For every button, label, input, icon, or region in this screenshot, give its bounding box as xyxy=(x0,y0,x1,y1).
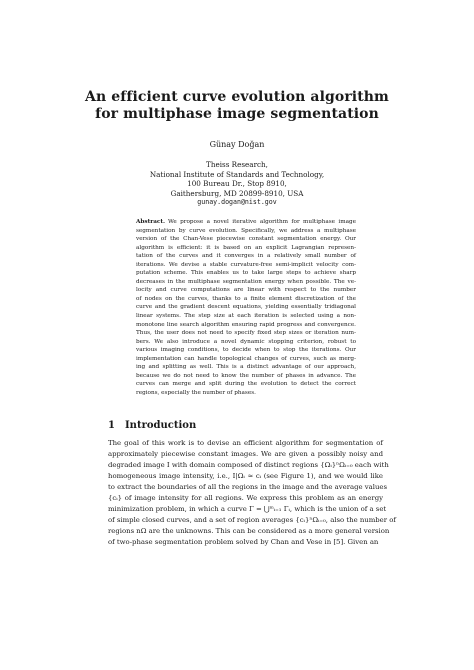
affiliation-line: Gaithersburg, MD 20899-8910, USA xyxy=(170,188,304,198)
body-line: {cᵢ} of image intensity for all regions. We express this problem as an energy xyxy=(108,494,383,503)
abstract-label: Abstract. xyxy=(136,219,165,225)
abstract-line: tation of the curves and it converges in a relatively small number of xyxy=(136,253,356,260)
abstract-line: of nodes on the curves, thanks to a finite element discretization of the xyxy=(136,295,356,302)
abstract-line: implementation can handle topological changes of curves, such as merg- xyxy=(136,355,356,362)
body-line: The goal of this work is to devise an efficient algorithm for segmentation of xyxy=(108,439,383,447)
abstract-line: Thus, the user does not need to specify fixed step sizes or iteration num- xyxy=(136,330,356,337)
abstract-line: decreases in the multiphase segmentation energy when possible. The ve- xyxy=(136,278,356,285)
abstract-line: ing and splitting as well. This is a distinct advantage of our approach, xyxy=(136,364,356,371)
abstract-line: algorithm is efficient: it is based on an explicit Lagrangian represen- xyxy=(136,244,356,251)
abstract-line: various imaging conditions, to decide when to stop the iterations. Our xyxy=(136,347,356,354)
author-email: gunay.dogan@nist.gov xyxy=(197,198,277,206)
abstract-line: curve and the gradient descent equations, yielding essentially tridiagonal xyxy=(136,304,356,311)
section-title: Introduction xyxy=(125,420,197,431)
affiliation-line: 100 Bureau Dr., Stop 8910, xyxy=(187,179,287,188)
abstract-line: because we do not need to know the number of phases in advance. The xyxy=(136,372,356,379)
paper-title-line-2: for multiphase image segmentation xyxy=(95,106,379,122)
abstract-line xyxy=(136,218,356,227)
body-line: approximately piecewise constant images. We are given a possibly noisy and xyxy=(108,450,383,459)
affiliation-line: National Institute of Standards and Technology, xyxy=(149,169,325,179)
introduction-text xyxy=(108,438,396,548)
body-line: of simple closed curves, and a set of region averages {cᵢ}ⁿΩᵢ₌₀, also the number of xyxy=(108,516,396,525)
abstract-line-text: We propose a novel iterative algorithm for multiphase image xyxy=(167,219,356,225)
abstract-line: segmentation by curve evolution. Specifically, we address a multiphase xyxy=(136,227,356,234)
body-line: minimization problem, in which a curve Γ = ⋃ᵐᵢ₌₁ Γᵢ, which is the union of a set xyxy=(108,505,387,514)
abstract-line: monotone line search algorithm ensuring rapid progress and convergence. xyxy=(136,321,356,328)
body-line: of two-phase segmentation problem solved by Chan and Vese in [5]. Given an xyxy=(108,538,379,547)
abstract-line: linear systems. The step size at each iteration is selected using a non- xyxy=(136,313,356,320)
body-line: degraded image I with domain composed of distinct regions {Ωᵢ}ⁿΩᵢ₌₀ each with xyxy=(108,461,389,470)
abstract-line: regions, especially the number of phases. xyxy=(136,389,256,396)
abstract-line: curves can merge and split during the evolution to detect the correct xyxy=(136,381,356,388)
abstract-line: version of the Chan-Vese piecewise constant segmentation energy. Our xyxy=(136,236,356,243)
abstract-line: locity and curve computations are linear with respect to the number xyxy=(136,287,356,294)
section-heading xyxy=(108,420,196,432)
body-line: to extract the boundaries of all the regions in the image and the average values xyxy=(108,483,388,492)
body-line: homogeneous image intensity, i.e., I|Ωᵢ ≈ cᵢ (see Figure 1), and we would like xyxy=(108,472,383,481)
abstract-line: iterations. We devise a stable curvature-free semi-implicit velocity com- xyxy=(136,261,356,268)
section-number: 1 xyxy=(108,420,115,431)
author-name: Günay Doğan xyxy=(209,140,265,149)
paper-title-line-1: An efficient curve evolution algorithm xyxy=(85,89,389,105)
body-line: regions nΩ are the unknowns. This can be considered as a more general version xyxy=(108,527,390,536)
abstract-line: putation scheme. This enables us to take large steps to achieve sharp xyxy=(136,270,356,277)
affiliation-line: Theiss Research, xyxy=(206,160,268,169)
abstract xyxy=(136,218,356,397)
abstract-line: bers. We also introduce a novel dynamic stopping criterion, robust to xyxy=(136,338,356,345)
